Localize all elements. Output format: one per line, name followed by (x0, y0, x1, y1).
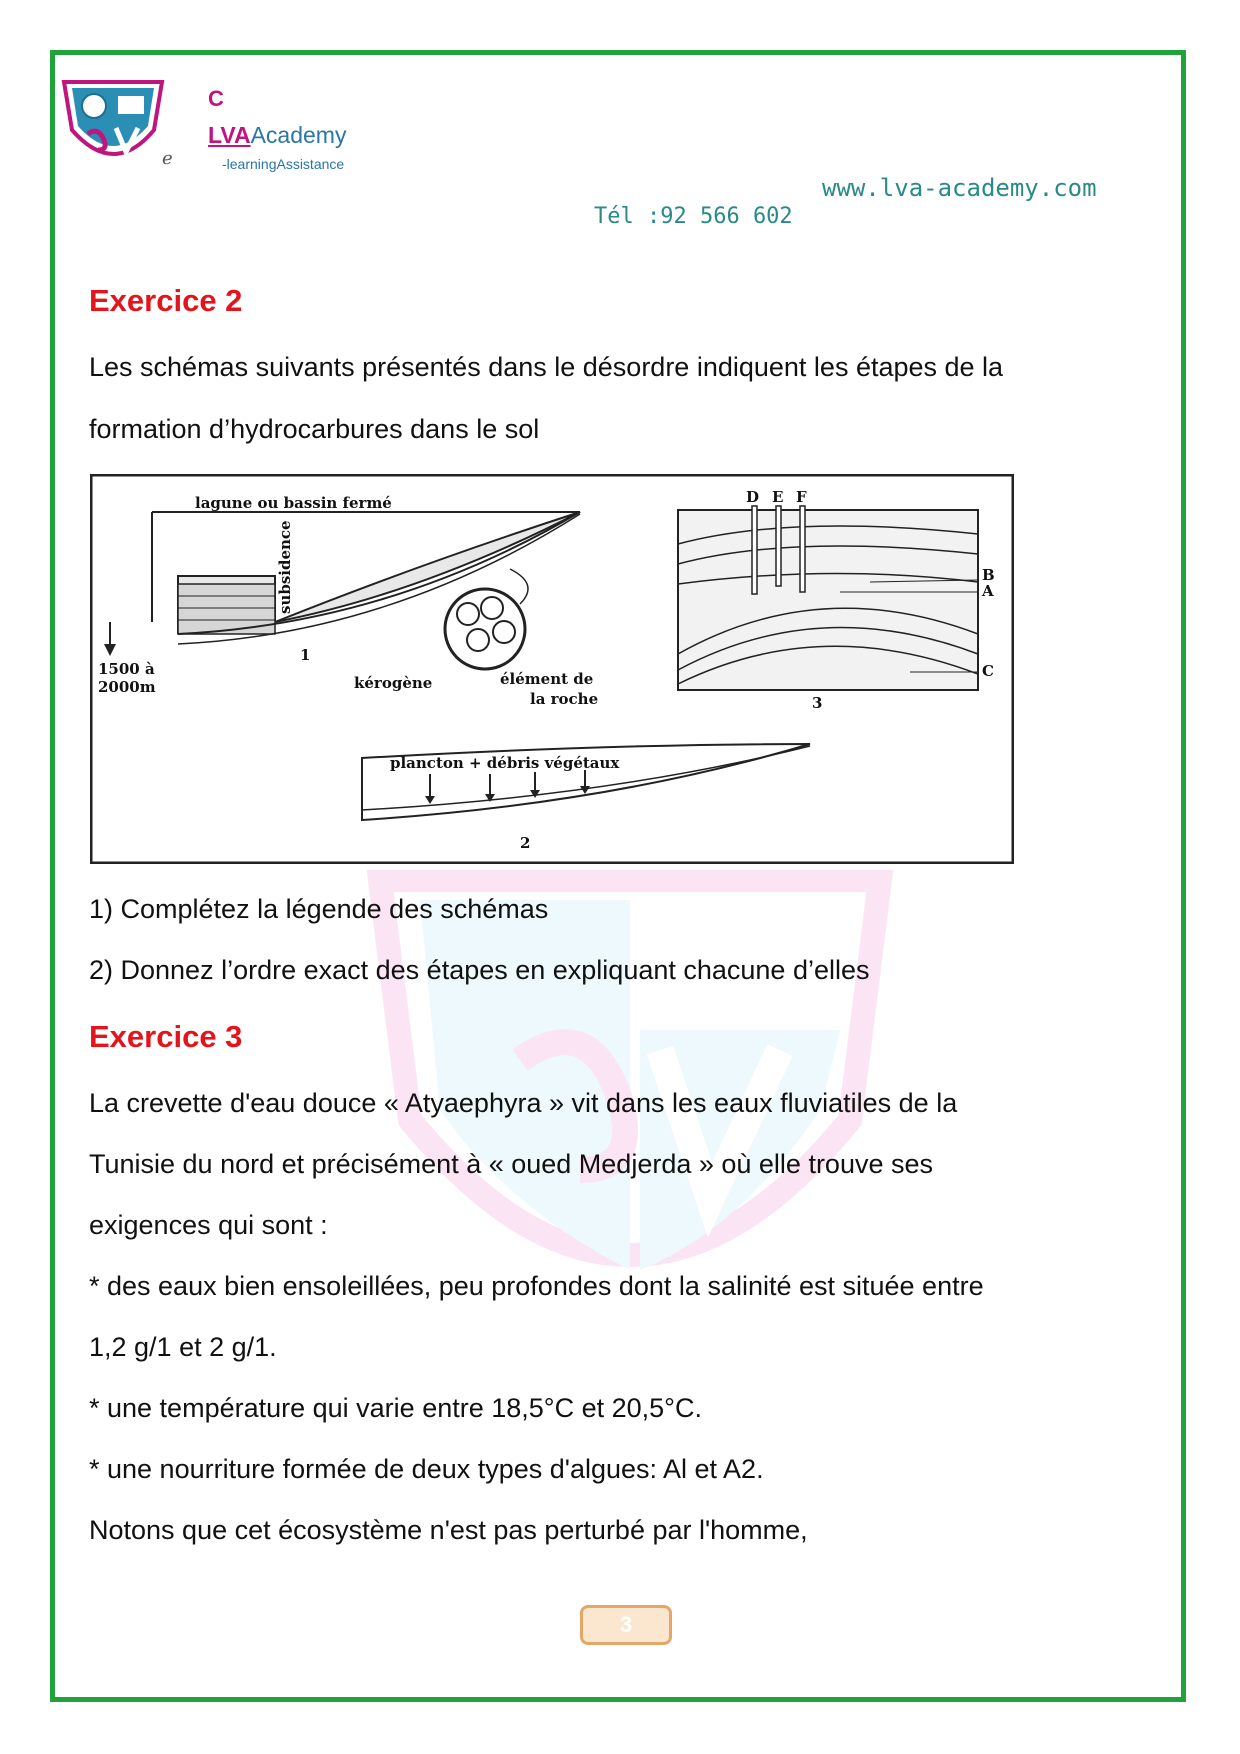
exercise-3-line5: 1,2 g/1 et 2 g/1. (89, 1332, 277, 1362)
schema-number-1: 1 (300, 646, 311, 664)
exercise-3-line7: * une nourriture formée de deux types d'algues: Al et A2. (89, 1454, 764, 1484)
label-depth-1: 1500 à (98, 660, 155, 678)
label-c: C (982, 662, 994, 680)
brand-lva: LVA (208, 122, 251, 148)
page-number: 3 (580, 1605, 672, 1645)
brand-e: e (162, 148, 173, 169)
exercise-2-title: Exercice 2 (89, 283, 243, 318)
exercise-3-line3: exigences qui sont : (89, 1210, 328, 1240)
exercise-3-title: Exercice 3 (89, 1019, 243, 1054)
label-a: A (982, 582, 994, 600)
label-element-1: élément de (500, 670, 594, 688)
label-f: F (796, 488, 807, 506)
exercise-3-line8: Notons que cet écosystème n'est pas perturbé par l'homme, (89, 1515, 808, 1545)
schema-3 (678, 488, 995, 712)
exercise-2-intro-line2: formation d’hydrocarbures dans le sol (89, 414, 540, 444)
label-d: D (746, 488, 760, 506)
phone-number: Tél :92 566 602 (594, 204, 793, 229)
exercise-2-question-1: 1) Complétez la légende des schémas (89, 894, 549, 924)
exercise-2-question-2: 2) Donnez l’ordre exact des étapes en expliquant chacune d’elles (89, 955, 870, 985)
brand-academy: Academy (250, 122, 347, 148)
exercise-3-line4: * des eaux bien ensoleillées, peu profondes dont la salinité est située entre (89, 1271, 984, 1301)
exercise-3-line1: La crevette d'eau douce « Atyaephyra » vit dans les eaux fluviatiles de la (89, 1088, 958, 1118)
label-depth-2: 2000m (98, 678, 156, 696)
label-plancton: plancton + débris végétaux (390, 754, 620, 772)
brand-subtitle: -learningAssistance (222, 156, 345, 172)
lva-logo (58, 78, 168, 170)
brand-name (208, 122, 346, 149)
exercise-2-intro-line1: Les schémas suivants présentés dans le désordre indiquent les étapes de la (89, 352, 1004, 382)
hydrocarbon-formation-figure (90, 474, 1014, 864)
label-lagune: lagune ou bassin fermé (195, 494, 392, 512)
label-subsidence: subsidence (276, 520, 294, 614)
schema-number-3: 3 (812, 694, 823, 712)
label-kerogene: kérogène (354, 674, 433, 692)
brand-c: C (208, 86, 224, 111)
exercise-3-line2: Tunisie du nord et précisément à « oued Medjerda » où elle trouve ses (89, 1149, 934, 1179)
exercise-3-line6: * une température qui varie entre 18,5°C et 20,5°C. (89, 1393, 702, 1423)
label-b: B (982, 566, 995, 584)
website-link[interactable]: www.lva-academy.com (822, 174, 1097, 202)
label-e: E (772, 488, 784, 506)
label-element-2: la roche (530, 690, 599, 708)
logo-watermark (360, 870, 900, 1390)
schema-number-2: 2 (520, 834, 531, 852)
